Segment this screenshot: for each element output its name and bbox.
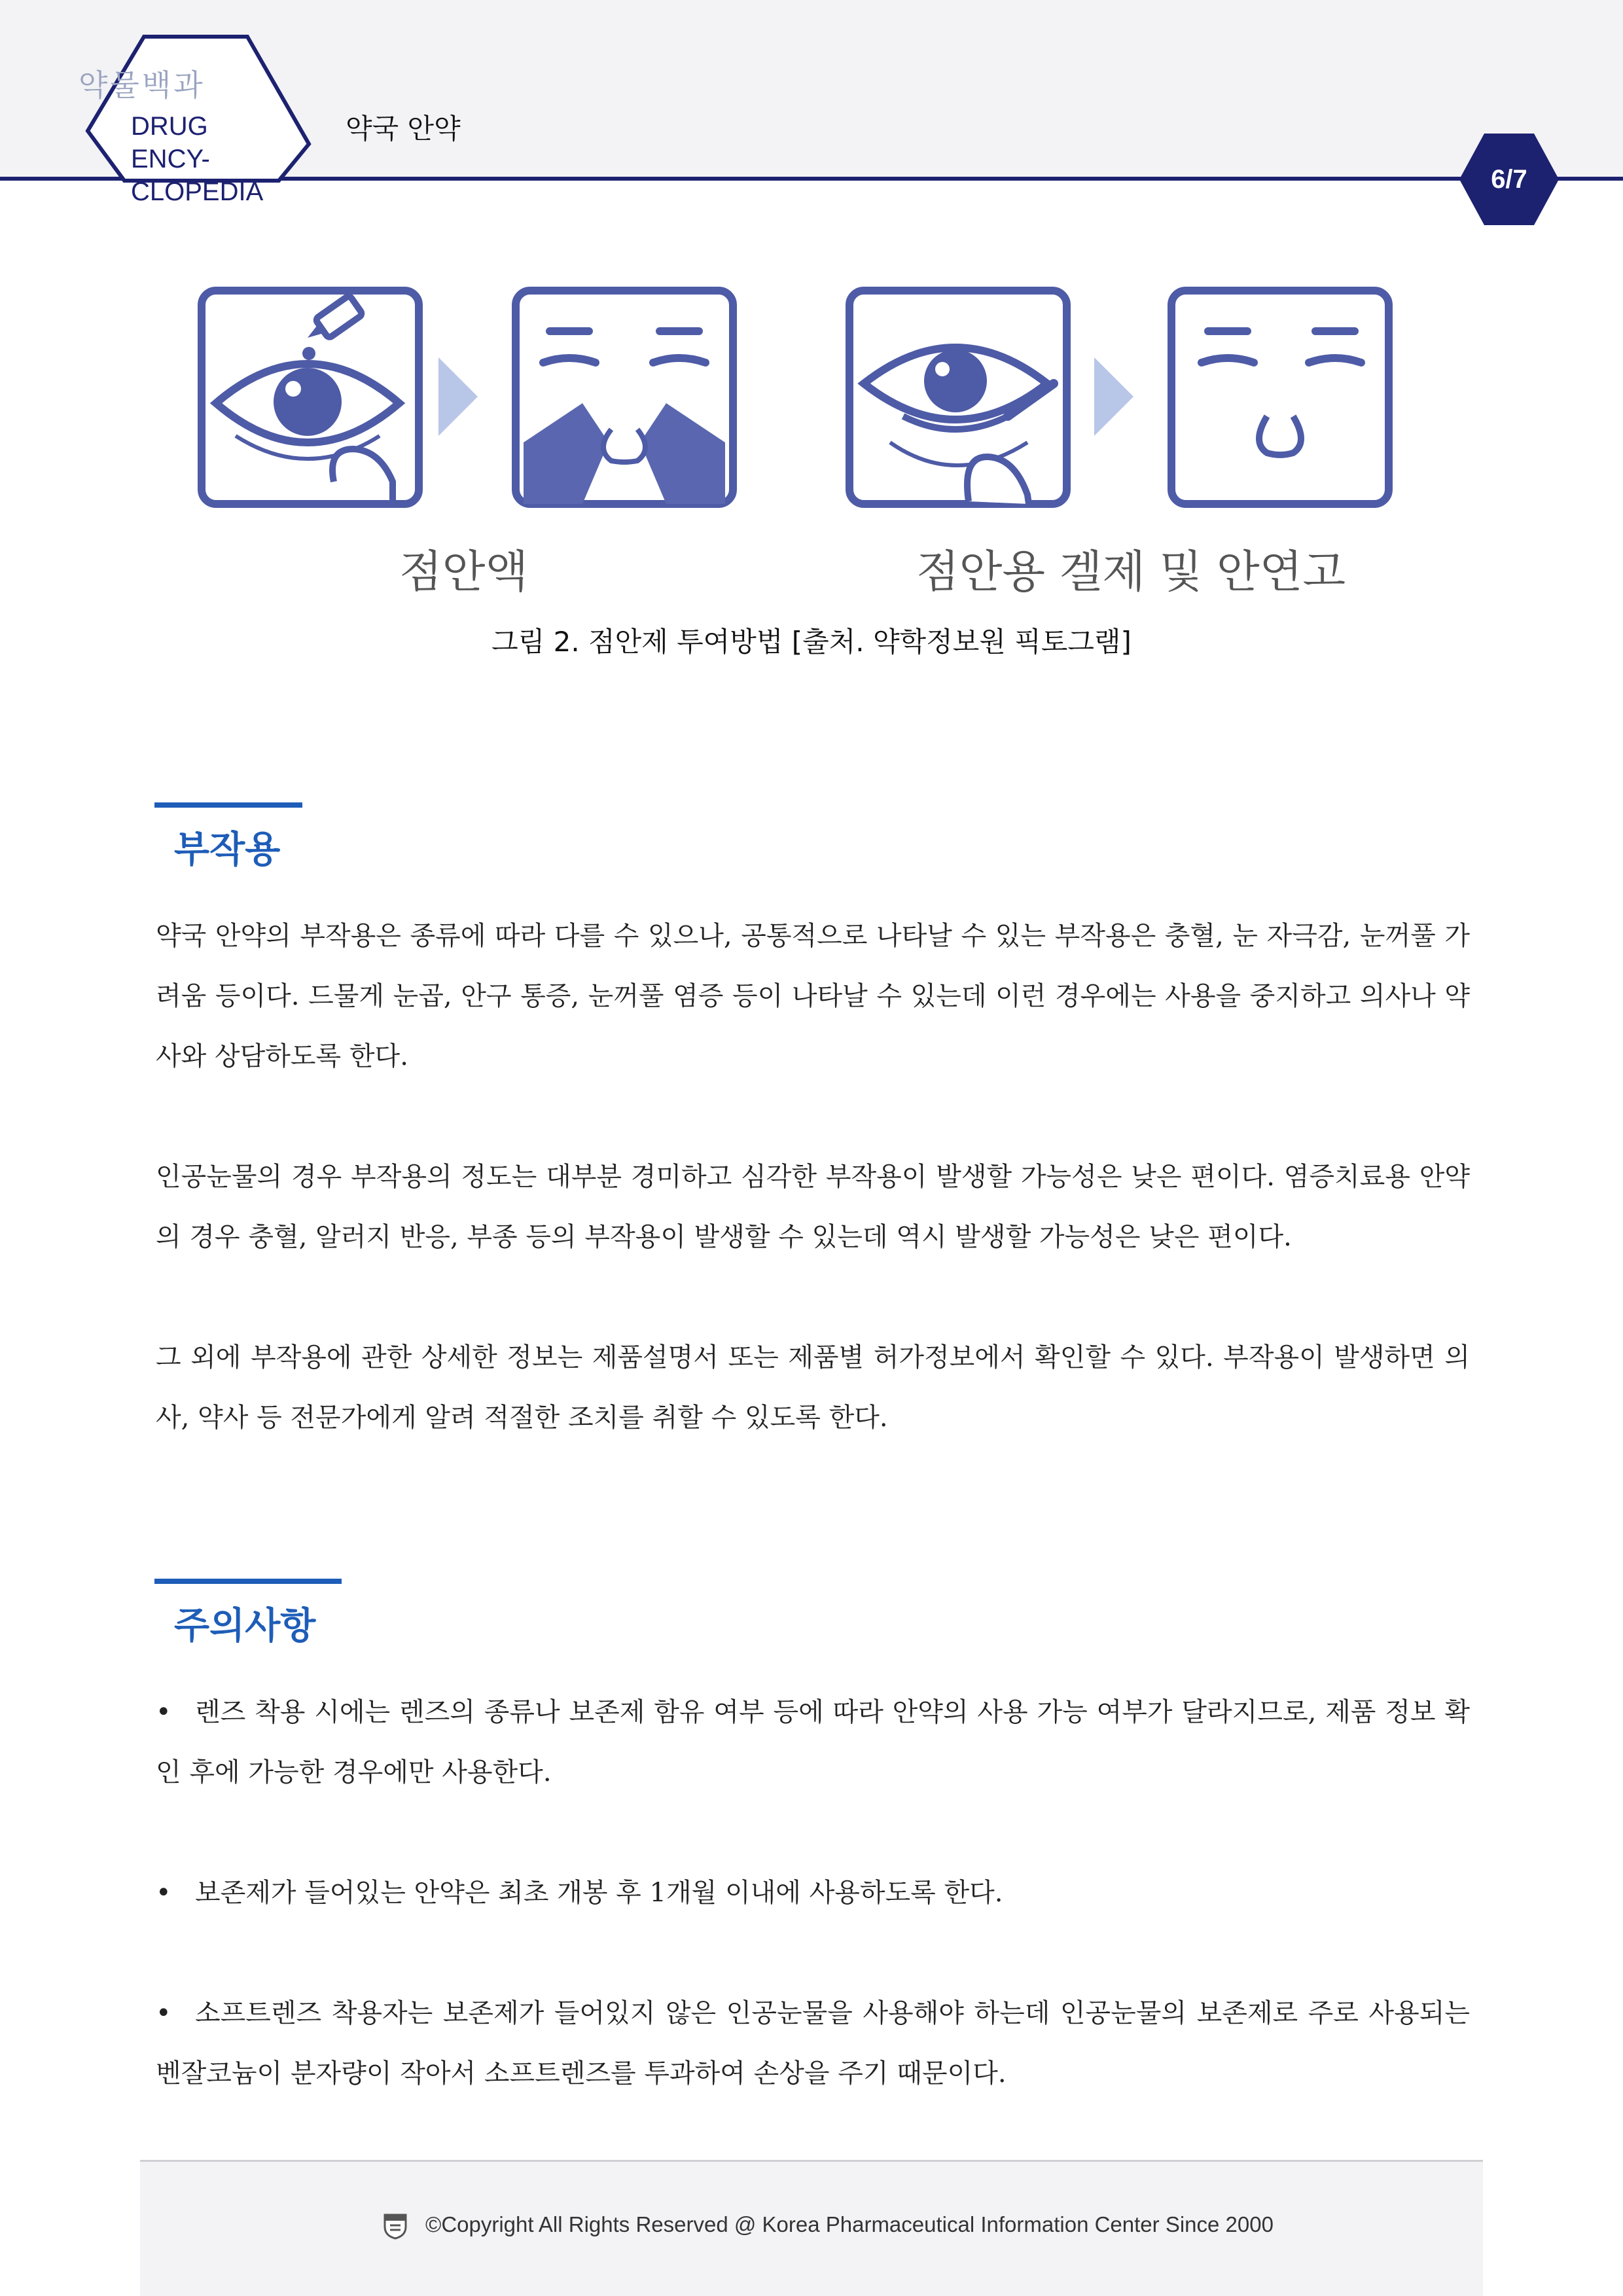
section-bar-precautions — [154, 1579, 342, 1584]
eye-drop-icon — [202, 291, 419, 504]
figure-caption: 그림 2. 점안제 투여방법 [출처. 약학정보원 픽토그램] — [491, 626, 1132, 658]
section-bar-side-effects — [154, 802, 302, 808]
footer-rule — [140, 2160, 1483, 2162]
eye-ointment-icon — [849, 291, 1067, 504]
logo-english-text — [131, 110, 288, 208]
eye-drop-pictogram — [196, 285, 1400, 613]
page-number-badge — [1458, 132, 1560, 226]
logo — [79, 33, 314, 206]
closed-eyes-icon — [1171, 291, 1389, 504]
precaution-text-3: 소프트렌즈 착용자는 보존제가 들어있지 않은 인공눈물을 사용해야 하는데 인공눈물의 보존제로 주로 사용되는 벤잘코늄이 분자량이 작아서 소프트렌즈를 투과하여 손상을 주기 때문이다. — [156, 1998, 1470, 2089]
figure-label-ointment: 점안용 겔제 및 안연고 — [916, 547, 1346, 598]
header-title: 약국 안약 — [346, 113, 461, 145]
side-effects-paragraph-1: 약국 안약의 부작용은 종류에 따라 다를 수 있으나, 공통적으로 나타날 수 있는 부작용은 충혈, 눈 자극감, 눈꺼풀 가려움 등이다. 드물게 눈곱, 안구 통증, 눈꺼풀 염증 등이 나타날 수 있는데 이런 경우에는 사용을 중지하고 의사나 약사와 상담하도록 한다. — [156, 921, 1470, 1071]
precaution-item — [156, 1682, 1470, 1803]
bullet-icon: • — [156, 1998, 171, 2028]
bullet-icon: • — [156, 1697, 171, 1727]
section-title-side-effects: 부작용 — [174, 829, 281, 871]
precaution-item — [156, 1863, 1470, 1923]
crest-icon — [381, 2211, 410, 2240]
precaution-item — [156, 1983, 1470, 2104]
side-effects-paragraph-3: 그 외에 부작용에 관한 상세한 정보는 제품설명서 또는 제품별 허가정보에서 확인할 수 있다. 부작용이 발생하면 의사, 약사 등 전문가에게 알려 적절한 조치를 취할 수 있도록 한다. — [156, 1342, 1470, 1433]
bullet-icon: • — [156, 1878, 171, 1908]
page-number: 6/7 — [1491, 165, 1527, 194]
figure-label-eye-drop: 점안액 — [399, 547, 529, 598]
closed-eyes-press-icon — [516, 291, 733, 504]
section-title-precautions: 주의사항 — [174, 1605, 316, 1647]
logo-english-line1: DRUG ENCY- — [131, 112, 210, 173]
precaution-text-1: 렌즈 착용 시에는 렌즈의 종류나 보존제 함유 여부 등에 따라 안약의 사용 가능 여부가 달라지므로, 제품 정보 확인 후에 가능한 경우에만 사용한다. — [156, 1697, 1470, 1787]
logo-english-line2: CLOPEDIA — [131, 177, 264, 206]
arrow-right-icon-2 — [1094, 357, 1133, 436]
precaution-text-2: 보존제가 들어있는 안약은 최초 개봉 후 1개월 이내에 사용하도록 한다. — [195, 1878, 1003, 1908]
arrow-right-icon — [438, 357, 478, 436]
footer-copyright: ©Copyright All Rights Reserved @ Korea Pharmaceutical Information Center Since 2000 — [425, 2212, 1274, 2236]
logo-korean-text: 약물백과 — [79, 67, 205, 103]
side-effects-paragraph-2: 인공눈물의 경우 부작용의 정도는 대부분 경미하고 심각한 부작용이 발생할 가능성은 낮은 편이다. 염증치료용 안약의 경우 충혈, 알러지 반응, 부종 등의 부작용이 발생할 수 있는데 역시 발생할 가능성은 낮은 편이다. — [156, 1162, 1470, 1252]
